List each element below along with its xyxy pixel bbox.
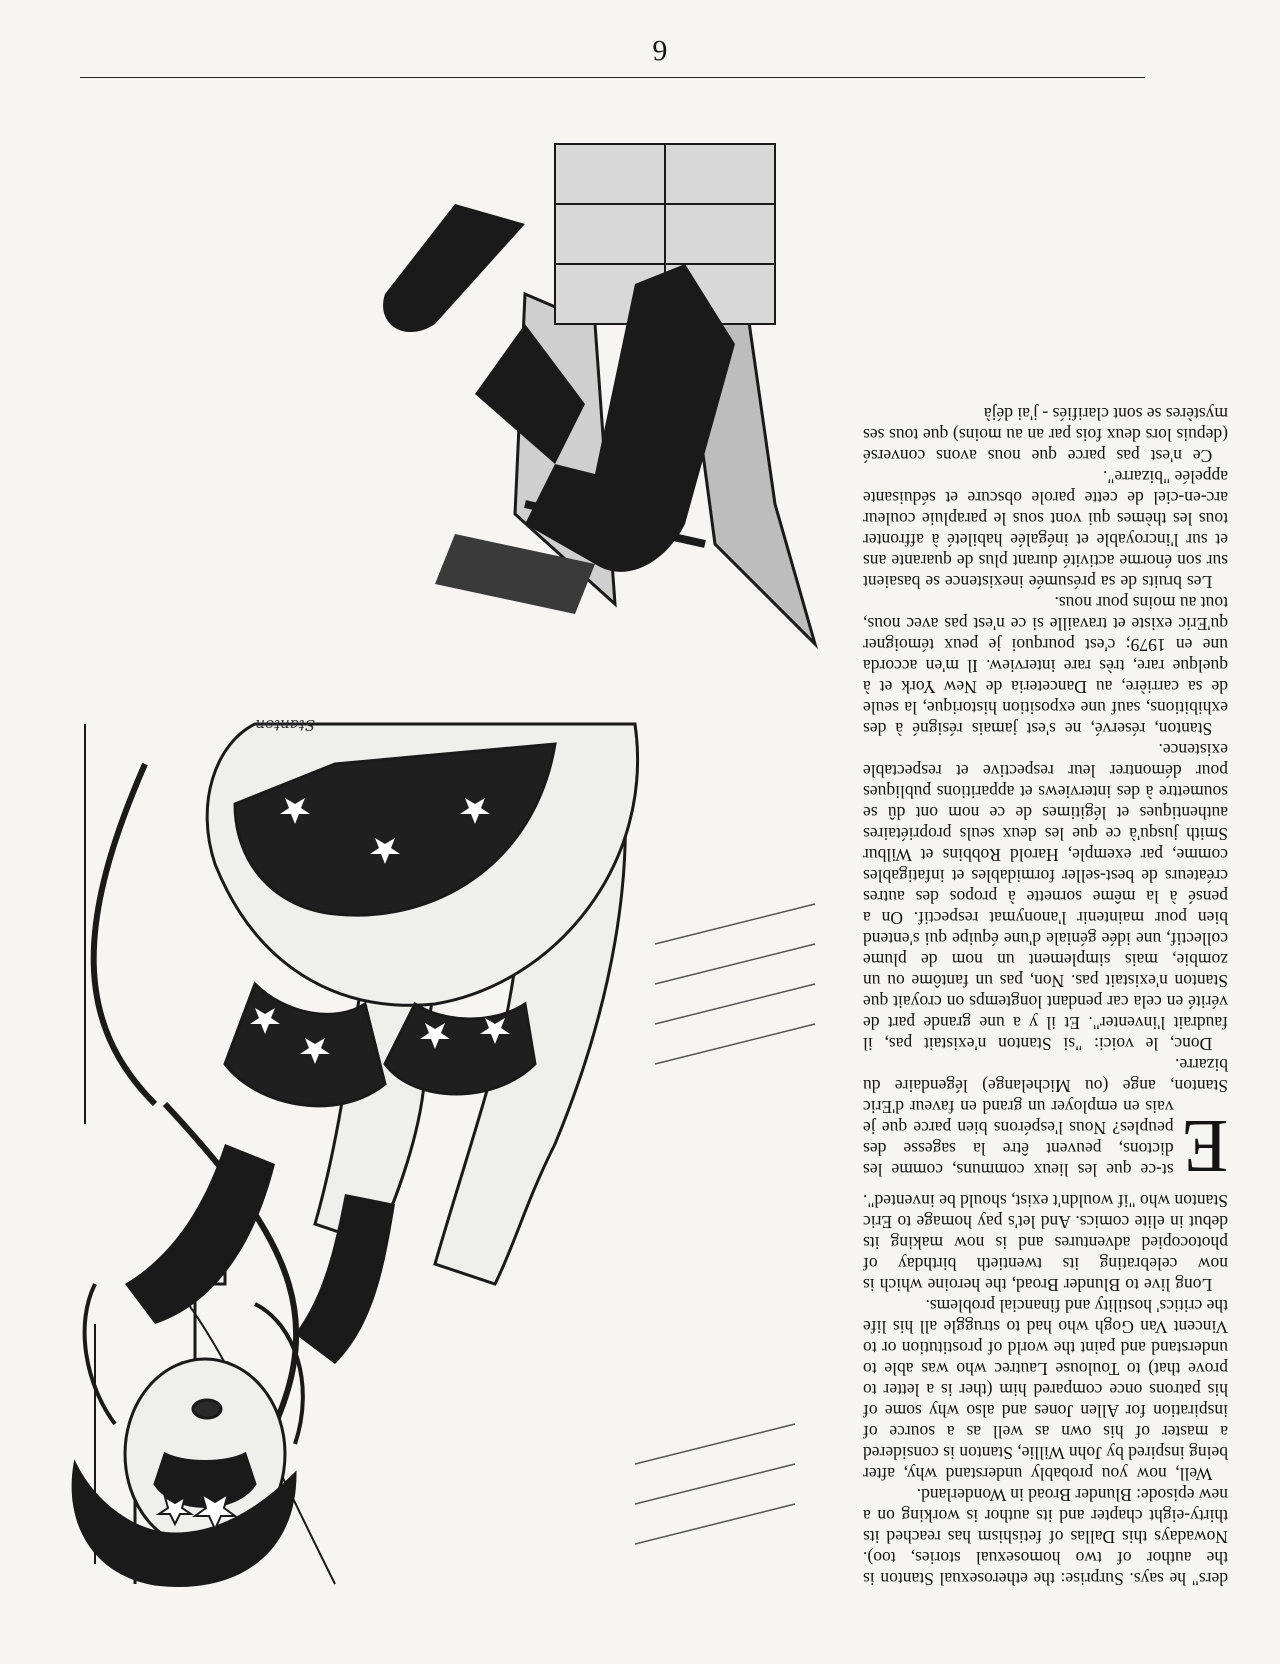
fr-paragraph-3: Stanton, réservé, ne s'est jamais résigné à des exhibitions, sauf une exposition historique, la seule de sa carrière, au Danceteria de New York et à quelque rare, très rare interview. Il m'en accorda une en 1979; c'est pourquoi je peux témoigner qu'Eric existe et travaille si ce n'est pas avec nous, tout au moins pour nous. [863, 593, 1228, 739]
fr-paragraph-1-text: st-ce que les lieux communs, comme les dictons, peuvent être la sagesse des peuples? Nous l'espérons bien parce que je vais en employer un grand en faveur d'Eric Stanton, ange (ou Michelange) légendaire du bizarre. [863, 1055, 1228, 1180]
page-number: 6 [652, 34, 668, 67]
article-text-column [863, 403, 1228, 1589]
fr-paragraph-2: Donc, le voici: "si Stanton n'existait pas, il faudrait l'inventer". Et il y a une grande part de vérité en cela car pendant longtemps on croyait que Stanton n'existait pas. Non, pas un fantôme ou un zombie, mais simplement un nom de plume collectif, une idée géniale d'une équipe qui s'entend bien pour maintenir l'anonymat respectif. On a pensé à la même sornette à propos des autres créateurs de best-seller formidables et infatigables comme, par exemple, Harold Robbins et Wilbur Smith jusqu'à ce que les deux seuls propriétaires authentiques et légitimes de ce nom ont dû se soumettre à des interviews et apparitions publiques pour démontrer leur respective et respectable existence. [863, 740, 1228, 1054]
en-paragraph-1: ders" he says. Surprise: the etherosexual Stanton is the author of two homosexual stories, too). Nowadays this Dallas of fetishism has reached its thirty-eight chapter and its author is working on a new episode: Blunder Broad in Wonderland. [863, 1485, 1228, 1589]
comic-illustration [55, 84, 855, 1624]
fr-paragraph-5: Ce n'est pas parce que nous avons conversé (depuis lors deux fois par an au moins) que tous ses mystères se sont clarifiés - j'ai déjà [863, 404, 1228, 466]
illustration-drawing [55, 84, 855, 1624]
fr-paragraph-4: Les bruits de sa présumée inexistence se basaient sur son énorme activité durant plus de quarante ans et sur l'incroyable et inégalée habileté à affronter tous les thèmes qui vont sous le parapluie couleur arc-en-ciel de cette parole obscure et séduisante appelée "bizarre". [863, 467, 1228, 592]
header-rule [80, 77, 1145, 78]
drop-cap: E [1181, 1104, 1228, 1188]
artist-signature: Stanton [255, 716, 315, 734]
en-paragraph-2: Well, now you probably understand why, after being inspired by John Willie, Stanton is considered a master of his own as well as a source of inspiration for Allen Jones and also why some of his patrons once compared him (ther is a letter to prove that) to Toulouse Lautrec who was able to understand and paint the world of prostitution or to Vincent Van Gogh who had to struggle all his life the critics' hostility and financial problems. [863, 1296, 1228, 1484]
fr-paragraph-1 [863, 1054, 1228, 1188]
en-paragraph-3: Long live to Blunder Broad, the heroine which is now celebrating its twentieth birthday of photocopied adventures and is now making its debut in elite comics. And let's pay homage to Eric Stanton who "if wouldn't exist, should be invented". [863, 1191, 1228, 1295]
